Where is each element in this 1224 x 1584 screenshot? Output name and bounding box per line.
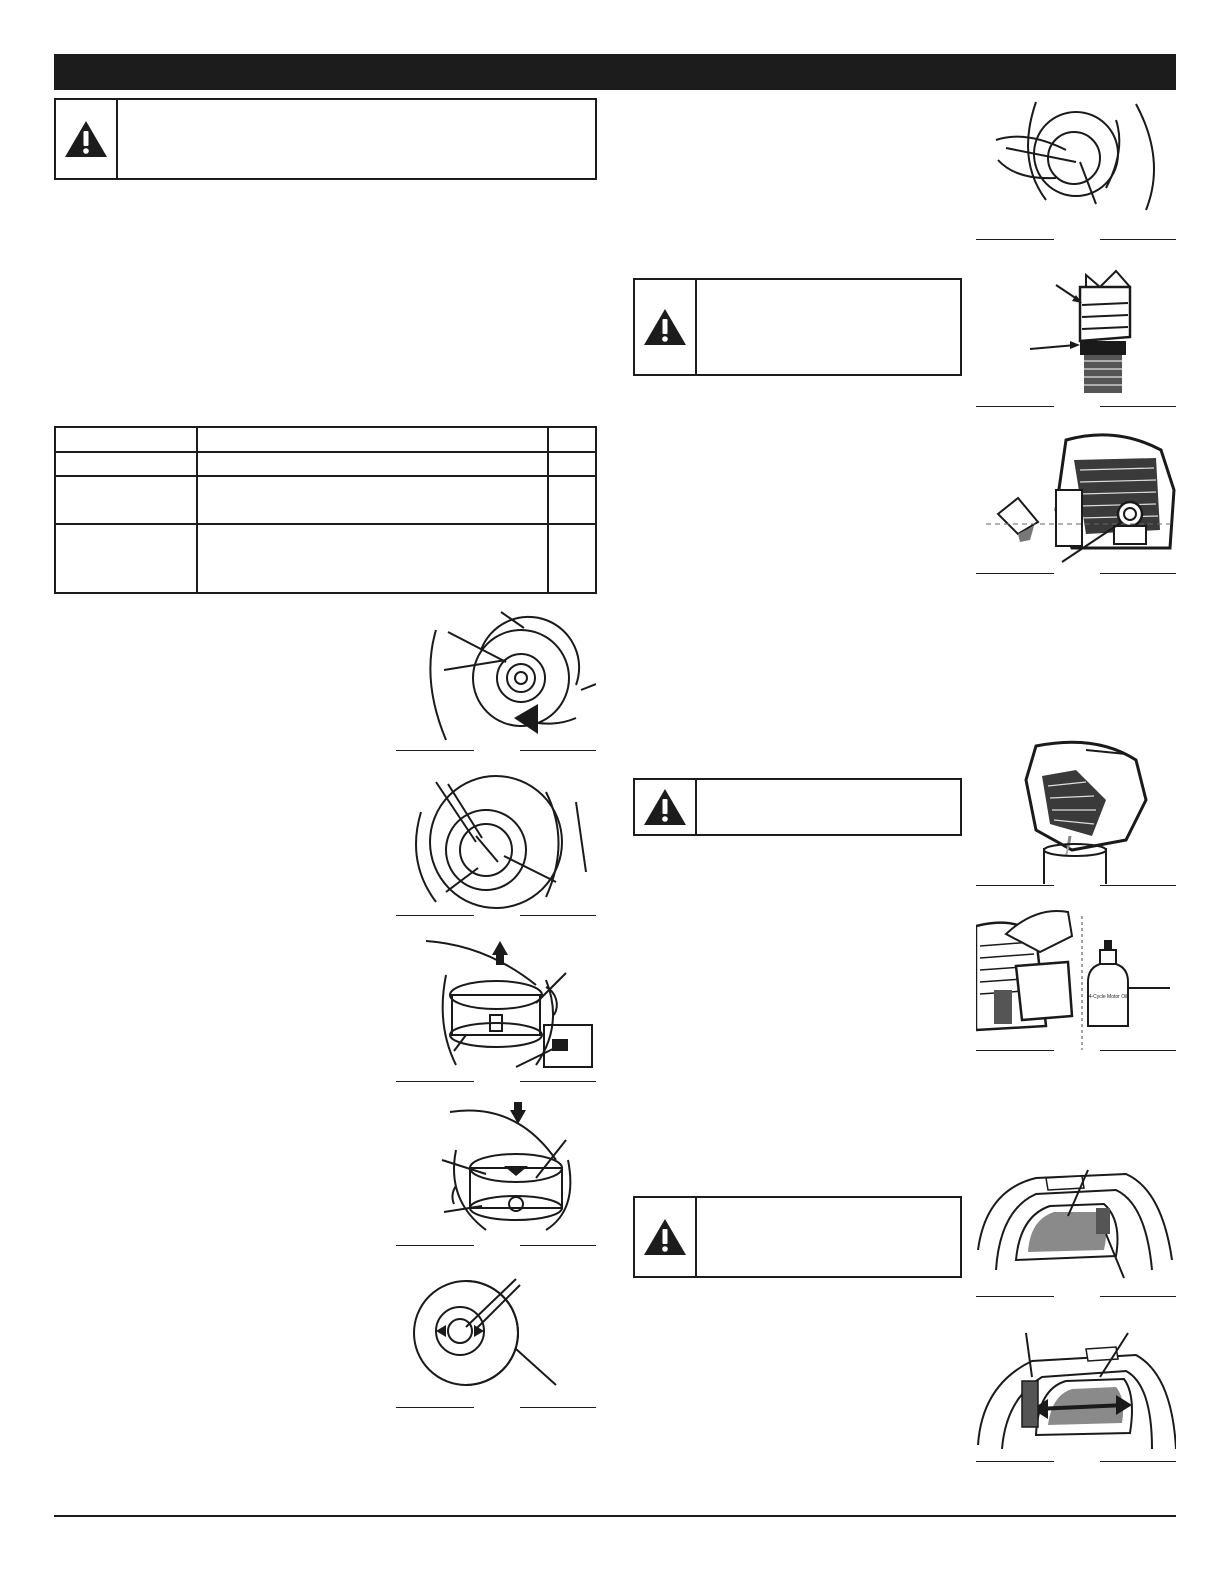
- spec-table: [54, 426, 597, 594]
- warning-triangle-icon: [635, 780, 697, 834]
- oil-bottle-label: 4-Cycle Motor Oil: [1088, 994, 1128, 1000]
- figure-rule: [396, 1081, 474, 1082]
- warning-box-3: [633, 778, 962, 836]
- warning-triangle-icon: [635, 280, 697, 374]
- figure-air-filter-element: [976, 1325, 1176, 1459]
- figure-rule: [396, 750, 474, 751]
- figure-spool-eyelets: [396, 1265, 596, 1405]
- figure-rule: [976, 1296, 1054, 1297]
- figure-rule: [976, 1461, 1054, 1462]
- figure-rule: [1100, 1461, 1176, 1462]
- figure-rule: [520, 1407, 596, 1408]
- figure-rule: [520, 750, 596, 751]
- figure-rule: [976, 885, 1054, 886]
- figure-spark-plug: [976, 265, 1176, 405]
- figure-fuel-drain: [976, 740, 1176, 884]
- figure-rule: [396, 915, 474, 916]
- figure-spool-lift: [396, 935, 596, 1080]
- figure-rule: [520, 1245, 596, 1246]
- figure-air-filter-cover: [976, 1160, 1176, 1294]
- warning-triangle-icon: [56, 100, 118, 178]
- figure-rule: [1100, 239, 1176, 240]
- footer-rule: [54, 1515, 1176, 1517]
- figure-fuel-cap: [976, 430, 1176, 572]
- figure-rule: [976, 239, 1054, 240]
- figure-rule: [976, 1050, 1054, 1051]
- warning-box-1: [54, 98, 597, 180]
- figure-rule: [520, 1081, 596, 1082]
- figure-rule: [1100, 1296, 1176, 1297]
- figure-rule: [976, 406, 1054, 407]
- figure-rule: [396, 1407, 474, 1408]
- figure-rule: [520, 915, 596, 916]
- figure-rule: [1100, 573, 1176, 574]
- figure-rule: [976, 573, 1054, 574]
- figure-trimmer-head-removal: [396, 610, 596, 750]
- figure-rule: [1100, 885, 1176, 886]
- warning-box-2: [633, 278, 962, 376]
- figure-spool-press: [396, 1100, 596, 1245]
- figure-rule: [396, 1245, 474, 1246]
- figure-rule: [1100, 406, 1176, 407]
- section-header-bar: [54, 54, 1176, 90]
- figure-spark-plug-tool: [976, 100, 1176, 238]
- warning-triangle-icon: [635, 1198, 697, 1276]
- figure-rule: [1100, 1050, 1176, 1051]
- warning-box-4: [633, 1196, 962, 1278]
- figure-oil-bottle: [976, 906, 1176, 1050]
- figure-screwdriver-lock: [396, 772, 596, 912]
